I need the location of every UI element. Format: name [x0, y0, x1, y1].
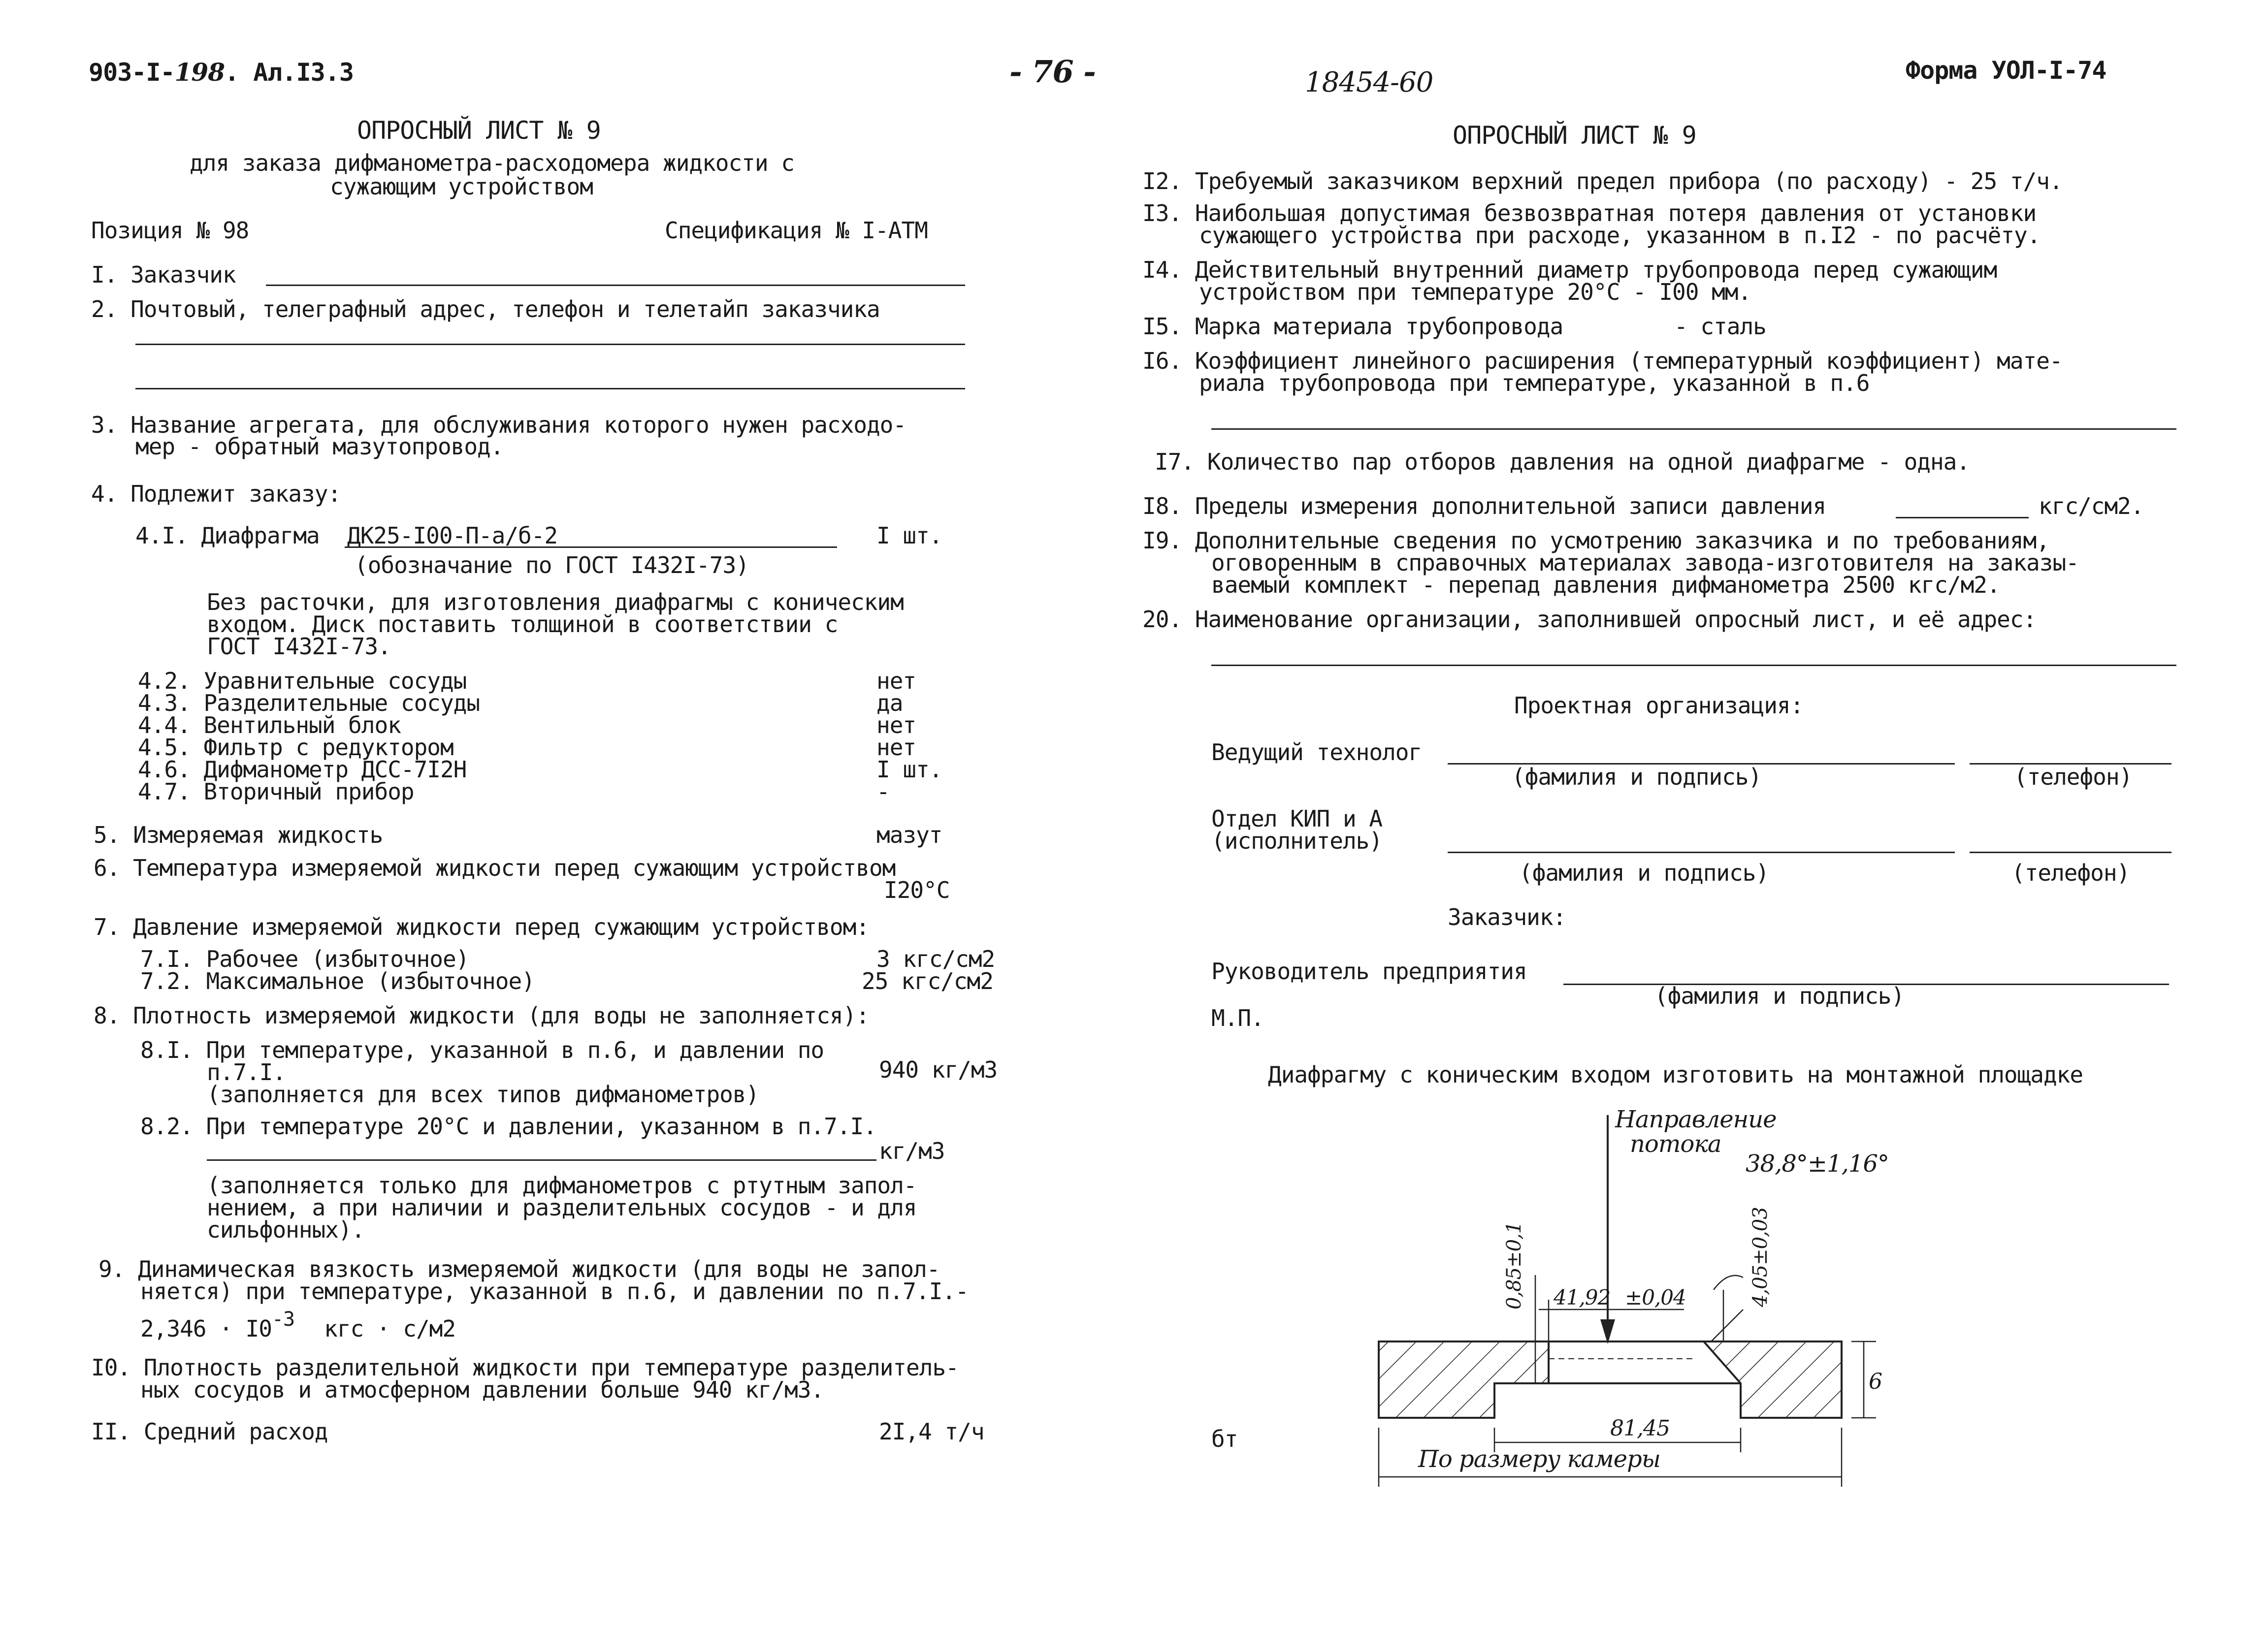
item-4-1-text-1: Без расточки, для изготовления диафрагмы с коническим: [207, 589, 904, 615]
item-4-2-value: нет: [876, 668, 916, 694]
kip-sig-caption: (фамилия и подпись): [1519, 860, 1769, 886]
lead-tech-label: Ведущий технолог: [1211, 739, 1422, 766]
kip-label-1: Отдел КИП и А: [1211, 805, 1383, 832]
item-9-exponent: -3: [271, 1308, 295, 1331]
kip-phone-caption: (телефон): [2011, 860, 2130, 886]
flow-label-1: Направление: [1615, 1106, 1777, 1133]
item-9-unit: кгс · с/м2: [324, 1315, 456, 1342]
item-8-2-line-1: 8.2. При температуре 20°С и давлении, указанном в п.7.I.: [140, 1113, 876, 1140]
head-label: Руководитель предприятия: [1211, 958, 1527, 985]
item-14-line-2: устройством при температуре 20°С - I00 мм.: [1199, 279, 1751, 305]
item-7-2-label: 7.2. Максимальное (избыточное): [140, 968, 535, 994]
item-7-2-value: 25 кгс/см2: [862, 968, 993, 994]
item-4-3-value: да: [876, 690, 903, 716]
item-14-line-1: I4. Действительный внутренний диаметр трубопровода перед сужающим: [1142, 256, 1997, 283]
item-6-label: 6. Температура измеряемой жидкости перед сужающим устройством: [94, 855, 896, 881]
item-9-number: 2,346 · I0: [140, 1315, 272, 1342]
item-5-value: мазут: [876, 822, 942, 848]
customer-label: Заказчик:: [1448, 904, 1566, 930]
dim-thickness: 6: [1869, 1369, 1882, 1394]
item-2-address: 2. Почтовый, телеграфный адрес, телефон и телетайп заказчика: [91, 296, 880, 322]
page-mark: бт: [1211, 1426, 1238, 1452]
item-8-2-unit: кг/м3: [879, 1138, 945, 1164]
item-4-5-value: нет: [876, 734, 916, 761]
item-8-2-note-3: сильфонных).: [207, 1216, 365, 1243]
item-10-line-2: ных сосудов и атмосферном давлении больше 940 кг/м3.: [140, 1376, 824, 1403]
item-4-1-text-2: входом. Диск поставить толщиной в соответствии с: [207, 611, 838, 638]
item-5-label: 5. Измеряемая жидкость: [94, 822, 383, 848]
item-8-1-line-1: 8.I. При температуре, указанной в п.6, и давлении по: [140, 1037, 824, 1063]
dim-410-tol: ±0,04: [1625, 1285, 1686, 1309]
plate-section: [1379, 1341, 1842, 1418]
item-4-1-qty: I шт.: [876, 522, 942, 549]
item-8-1-line-3: (заполняется для всех типов дифманометров): [207, 1081, 759, 1108]
item-4-1-note: (обозначание по ГОСТ I432I-73): [355, 552, 749, 578]
flow-label-2: потока: [1630, 1130, 1721, 1158]
right-title: ОПРОСНЫЙ ЛИСТ № 9: [1453, 121, 1696, 150]
item-18-label: I8. Пределы измерения дополнительной записи давления: [1142, 493, 1826, 519]
item-1-customer: I. Заказчик: [91, 261, 236, 288]
item-18-unit: кгс/см2.: [2039, 493, 2144, 519]
lead-tech-phone-caption: (телефон): [2014, 764, 2133, 790]
item-7-1-label: 7.I. Рабочее (избыточное): [140, 946, 469, 972]
item-13-line-2: сужающего устройства при расходе, указанном в п.I2 - по расчёту.: [1199, 222, 2041, 249]
item-4-4-value: нет: [876, 712, 916, 738]
item-4-6-value: I шт.: [876, 756, 942, 783]
item-8-1-value: 940 кг/м3: [879, 1056, 998, 1083]
item-4-1-text-3: ГОСТ I432I-73.: [207, 633, 391, 660]
dim-chamber: По размеру камеры: [1418, 1445, 1660, 1473]
doc-code-prefix: 903-I-: [89, 58, 175, 87]
item-15-label: I5. Марка материала трубопровода: [1142, 313, 1563, 340]
item-16-line-1: I6. Коэффициент линейного расширения (температурный коэффициент) мате-: [1142, 348, 2063, 374]
page-number: - 76 -: [1009, 54, 1096, 90]
dim-8145: 81,45: [1610, 1416, 1670, 1441]
kip-label-2: (исполнитель): [1211, 828, 1383, 854]
item-8-2-note-1: (заполняется только для дифманометров с ртутным запол-: [207, 1172, 917, 1199]
item-9-line-2: няется) при температуре, указанной в п.6, и давлении по п.7.I.-: [140, 1278, 969, 1305]
dim-left: 0,85±0,1: [1503, 1221, 1525, 1309]
item-16-line-2: риала трубопровода при температуре, указанной в п.6: [1199, 370, 1870, 396]
item-7-1-value: 3 кгс/см2: [876, 946, 995, 972]
item-4-7-label: 4.7. Вторичный прибор: [138, 778, 414, 805]
item-8-2-note-2: нением, а при наличии и разделительных сосудов - и для: [207, 1194, 917, 1221]
left-title: ОПРОСНЫЙ ЛИСТ № 9: [357, 116, 601, 145]
item-19-line-3: ваемый комплект - перепад давления дифманометра 2500 кгс/м2.: [1211, 572, 2000, 598]
dim-angle: 38,8°±1,16°: [1746, 1150, 1889, 1178]
item-4-1-label: 4.I. Диафрагма: [135, 522, 320, 549]
item-11-label: II. Средний расход: [91, 1418, 328, 1445]
item-8-1-line-2: п.7.I.: [207, 1059, 286, 1085]
doc-code-hand: 198: [174, 58, 225, 87]
item-3-line-1: 3. Название агрегата, для обслуживания которого нужен расходо-: [91, 412, 907, 438]
doc-code-tail: . Ал.I3.3: [225, 58, 354, 87]
item-15-value: - сталь: [1674, 313, 1766, 340]
item-4-2-label: 4.2. Уравнительные сосуды: [138, 668, 467, 694]
design-org-label: Проектная организация:: [1514, 692, 1804, 719]
drawing-title: Диафрагму с коническим входом изготовить на монтажной площадке: [1268, 1061, 2083, 1088]
item-4-3-label: 4.3. Разделительные сосуды: [138, 690, 480, 716]
item-9-line-1: 9. Динамическая вязкость измеряемой жидкости (для воды не запол-: [98, 1256, 940, 1282]
item-4-1-value: ДК25-I00-П-а/б-2: [347, 522, 558, 549]
item-12: I2. Требуемый заказчиком верхний предел прибора (по расходу) - 25 т/ч.: [1142, 168, 2063, 194]
item-3-line-2: мер - обратный мазутопровод.: [135, 433, 504, 460]
position-label: Позиция № 98: [91, 217, 249, 244]
specification-label: Спецификация № I-АТМ: [665, 217, 928, 244]
stamp-label: М.П.: [1211, 1005, 1264, 1031]
item-19-line-2: оговоренным в справочных материалах завода-изготовителя на заказы-: [1211, 549, 2079, 576]
item-6-value: I20°С: [884, 877, 950, 903]
item-7-label: 7. Давление измеряемой жидкости перед сужающим устройством:: [94, 914, 869, 940]
item-11-value: 2I,4 т/ч: [879, 1418, 984, 1445]
item-10-line-1: I0. Плотность разделительной жидкости при температуре разделитель-: [91, 1354, 959, 1381]
item-19-line-1: I9. Дополнительные сведения по усмотрению заказчика и по требованиям,: [1142, 527, 2049, 554]
head-sig-caption: (фамилия и подпись): [1654, 983, 1905, 1009]
left-subtitle-2: сужающим устройством: [330, 173, 593, 200]
item-8-label: 8. Плотность измеряемой жидкости (для воды не заполняется):: [94, 1002, 869, 1029]
item-17: I7. Количество пар отборов давления на одной диафрагме - одна.: [1155, 448, 1970, 475]
left-subtitle-1: для заказа дифманометра-расходомера жидкости с: [190, 150, 794, 176]
item-4-order: 4. Подлежит заказу:: [91, 480, 341, 507]
item-4-7-value: -: [876, 778, 890, 805]
item-20: 20. Наименование организации, заполнившей опросный лист, и её адрес:: [1142, 606, 2037, 633]
item-4-5-label: 4.5. Фильтр с редуктором: [138, 734, 454, 761]
form-label: Форма УОЛ-I-74: [1906, 56, 2106, 85]
dim-right: 4,05±0,03: [1749, 1207, 1772, 1307]
dim-410: 41,92: [1554, 1285, 1611, 1309]
item-4-4-label: 4.4. Вентильный блок: [138, 712, 401, 738]
doc-number: 18454-60: [1305, 66, 1433, 98]
item-4-6-label: 4.6. Дифманометр ДСС-7I2Н: [138, 756, 467, 783]
item-13-line-1: I3. Наибольшая допустимая безвозвратная потеря давления от установки: [1142, 200, 2037, 226]
lead-tech-sig-caption: (фамилия и подпись): [1512, 764, 1762, 790]
